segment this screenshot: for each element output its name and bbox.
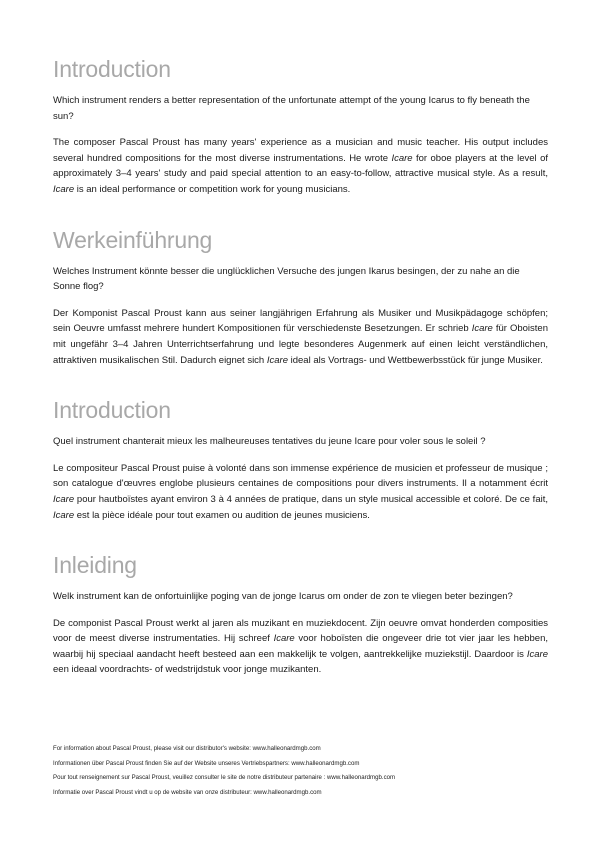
footer-line-dutch: Informatie over Pascal Proust vindt u op de website van onze distributeur: www.halleonardmgb.com <box>53 788 322 796</box>
footer-line-french: Pour tout renseignement sur Pascal Proust, veuillez consulter le site de notre distributeur partenaire : www.halleonardmgb.com <box>53 774 396 782</box>
section-body: Le compositeur Pascal Proust puise à volonté dans son immense expérience de musicien et professeur de musique ; son catalogue d'œuvres englobe plusieurs centaines de compositions pour divers instruments. Il a notamment écrit Icare pour hautboïstes ayant environ 3 à 4 années de pratique, dans un style musical accessible et coloré. De ce fait, Icare est la pièce idéale pour tout examen ou audition de jeunes musiciens. <box>53 462 548 521</box>
section-heading: Werkeinführung <box>53 226 213 253</box>
section-question: Welk instrument kan de onfortuinlijke poging van de jonge Icarus om onder de zon te vliegen beter bezingen? <box>53 591 513 603</box>
document-page <box>53 52 548 689</box>
section-heading: Introduction <box>53 397 171 424</box>
section-question: Welches Instrument könnte besser die unglücklichen Versuche des jungen Ikarus besingen, der zu nahe an die Sonne flog? <box>53 265 520 293</box>
section-body: Der Komponist Pascal Proust kann aus seiner langjährigen Erfahrung als Musiker und Musikpädagoge schöpfen; sein Oeuvre umfasst mehrere hundert Kompositionen für verschiedenste Besetzungen. Er schrieb Icare für Oboisten mit ungefähr 3–4 Jahren Unterrichtserfahrung und legte besonderes Augenmerk auf einen leicht verständlichen, attraktiven musikalischen Stil. Dadurch eignet sich Icare ideal als Vortrags- und Wettbewerbsstück für junge Musiker. <box>53 307 548 366</box>
footer-line-german: Informationen über Pascal Proust finden Sie auf der Website unseres Vertriebspartners: www.halleonardmgb.com <box>53 759 360 767</box>
section-heading: Introduction <box>53 56 171 82</box>
section-body: The composer Pascal Proust has many years' experience as a musician and music teacher. His output includes several hundred compositions for the most diverse instrumentations. He wrote Icare for oboe players at the level of approximately 3–4 years' study and paid special attention to an easy-to-follow, attractive musical style. As a result, Icare is an ideal performance or competition work for young musicians. <box>53 137 548 195</box>
section-body: De componist Pascal Proust werkt al jaren als muzikant en muziekdocent. Zijn oeuvre omvat honderden composities voor de meest diverse instrumentaties. Hij schreef Icare voor hoboïsten die ongeveer drie tot vier jaar les hebben, waarbij hij speciaal aandacht heeft besteed aan een makkelijk te volgen, aantrekkelijke muziekstijl. Daardoor is Icare een ideaal voordrachts- of wedstrijdstuk voor jonge muzikanten. <box>53 617 549 676</box>
section-heading: Inleiding <box>53 552 137 579</box>
section-question: Quel instrument chanterait mieux les malheureuses tentatives du jeune Icare pour voler sous le soleil ? <box>53 436 486 448</box>
section-question: Which instrument renders a better representation of the unfortunate attempt of the young Icarus to fly beneath the sun? <box>53 95 530 122</box>
section-dutch <box>53 548 548 678</box>
footer-line-english: For information about Pascal Proust, please visit our distributor's website: www.halleonardmgb.com <box>53 745 321 752</box>
section-german <box>53 223 548 369</box>
section-french <box>53 393 548 523</box>
footer-notes <box>53 742 548 800</box>
section-english <box>53 52 548 198</box>
